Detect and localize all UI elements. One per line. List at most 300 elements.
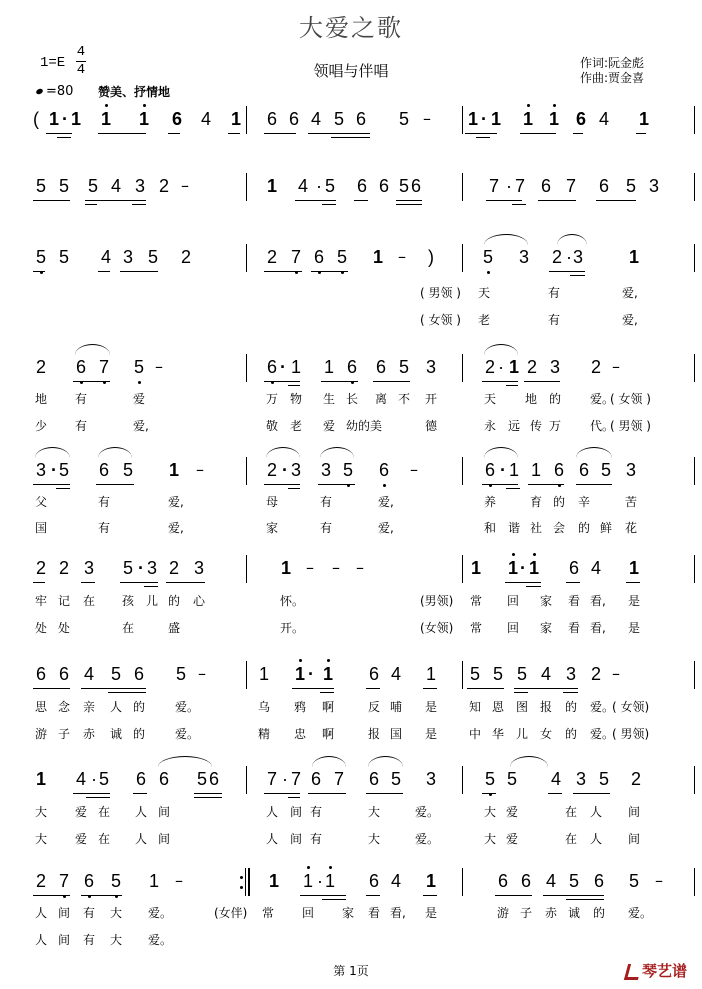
- note: 5: [110, 664, 121, 684]
- note: 5: [625, 176, 636, 196]
- note: 4: [390, 664, 401, 684]
- note: 1: [425, 664, 436, 684]
- lyric-syllable: 少: [35, 419, 48, 433]
- dot-augment: ·: [317, 871, 323, 891]
- lyric-syllable: 生: [323, 392, 336, 406]
- lyric-syllable: 和: [484, 521, 497, 535]
- note: (: [33, 109, 39, 129]
- beam-underline: [33, 582, 45, 583]
- barline: [694, 555, 695, 583]
- lyric-syllable: 爱,: [378, 495, 394, 509]
- lyric-syllable: 代。: [590, 419, 615, 433]
- note: 5: [87, 176, 98, 196]
- dot-augment: ·: [506, 176, 512, 196]
- note: 5: [568, 871, 579, 891]
- lyric-syllable: 记: [58, 594, 71, 608]
- lyric-syllable: 爱: [506, 805, 519, 819]
- lyric-syllable: 人: [266, 805, 279, 819]
- lyric-syllable: 人: [135, 832, 148, 846]
- beam-underline-double: [288, 385, 300, 386]
- beam-underline: [528, 484, 564, 485]
- lyric-syllable: 间: [158, 832, 171, 846]
- beam-underline: [264, 133, 296, 134]
- beam-underline-double: [331, 137, 370, 138]
- lyric-syllable: 德: [425, 419, 438, 433]
- dash-sustain: –: [612, 664, 620, 683]
- lyric-syllable: 精: [258, 727, 271, 741]
- dot-augment: ·: [316, 176, 322, 196]
- lyric-syllable: 长: [346, 392, 359, 406]
- lyric-syllable: ( 女领 ): [420, 313, 461, 327]
- barline: [462, 766, 463, 794]
- lyric-syllable: 诚: [568, 906, 581, 920]
- beam-underline: [311, 271, 348, 272]
- beam-underline-double: [506, 488, 520, 489]
- lyric-syllable: 万: [266, 392, 279, 406]
- note: 4: [110, 176, 121, 196]
- beam-underline: [264, 484, 300, 485]
- beam-underline-double: [56, 488, 70, 489]
- lyric-syllable: 敬: [266, 419, 279, 433]
- tempo-value: =80: [46, 84, 74, 99]
- lyric-syllable: 的: [565, 727, 578, 741]
- note: 1: [507, 557, 519, 579]
- dot-augment: ·: [91, 769, 97, 789]
- note: 5: [342, 459, 354, 481]
- note: 1: [48, 109, 59, 129]
- lyric-syllable: 有: [98, 495, 111, 509]
- lyric-syllable: 母: [266, 495, 279, 509]
- note: 4: [100, 247, 111, 267]
- barline: [462, 244, 463, 272]
- note: 5: [469, 664, 480, 684]
- note: 1: [508, 357, 519, 377]
- note: 6: [35, 664, 46, 684]
- beam-underline: [366, 895, 380, 896]
- lyric-syllable: 人: [135, 805, 148, 819]
- beam-underline-double: [512, 204, 526, 205]
- note: 6: [368, 871, 379, 891]
- lyric-syllable: 看: [368, 906, 381, 920]
- lyric-syllable: 爱,: [168, 495, 184, 509]
- lyric-syllable: 儿: [516, 727, 529, 741]
- note: 1: [302, 870, 314, 892]
- note: 4: [390, 871, 401, 891]
- lyric-syllable: 苦: [625, 495, 638, 509]
- lyric-syllable: 的: [168, 594, 181, 608]
- lyric-syllable: 爱: [75, 805, 88, 819]
- beam-underline: [482, 793, 496, 794]
- note: 6: [578, 460, 589, 480]
- note: 4: [297, 176, 308, 196]
- beam-underline: [85, 200, 146, 201]
- slur: [266, 447, 300, 458]
- note: 7: [266, 769, 277, 789]
- note: 1: [294, 663, 306, 685]
- dot-augment: ·: [566, 247, 572, 267]
- note: 1: [528, 557, 540, 579]
- note: 6: [575, 109, 586, 129]
- note: 5: [628, 871, 639, 891]
- subtitle: 领唱与伴唱: [313, 62, 389, 80]
- note: 6: [266, 356, 278, 378]
- beam-underline: [423, 688, 437, 689]
- barline: [246, 173, 247, 201]
- beam-underline-double: [570, 275, 585, 276]
- score-row: [0, 663, 702, 693]
- beam-underline: [576, 484, 612, 485]
- note: 6: [208, 769, 219, 789]
- dot-augment: ·: [51, 460, 57, 480]
- note: 5: [516, 664, 527, 684]
- beam-underline: [482, 484, 518, 485]
- lyric-syllable: 爱。: [590, 392, 615, 406]
- beam-underline: [168, 133, 180, 134]
- note: 1: [530, 460, 541, 480]
- note: 5: [333, 109, 344, 129]
- lyric-syllable: 有: [320, 495, 333, 509]
- lyric-syllable: 大: [484, 832, 497, 846]
- lyric-syllable: 爱。: [415, 805, 440, 819]
- note: 5: [196, 769, 207, 789]
- note: 6: [593, 871, 604, 891]
- beam-underline: [596, 200, 636, 201]
- beam-underline-double: [514, 692, 528, 693]
- lyric-syllable: 老: [478, 313, 491, 327]
- beam-underline: [33, 688, 70, 689]
- lyric-syllable: 忠: [294, 727, 307, 741]
- slur: [484, 344, 518, 355]
- barline: [246, 661, 247, 689]
- octave-down-dot: [138, 381, 141, 384]
- lyric-syllable: 赤: [545, 906, 558, 920]
- note: 5: [175, 664, 186, 684]
- note: 5: [506, 769, 517, 789]
- beam-underline-double: [288, 797, 300, 798]
- site-logo[interactable]: [626, 960, 687, 981]
- dot-augment: ·: [498, 357, 504, 377]
- repeat-barline: [245, 868, 246, 896]
- lyric-syllable: 有: [98, 521, 111, 535]
- note: ): [428, 247, 434, 267]
- beam-underline: [264, 381, 300, 382]
- lyric-syllable: 在: [565, 832, 578, 846]
- note: 6: [58, 664, 69, 684]
- beam-underline: [423, 895, 437, 896]
- note: 3: [648, 176, 659, 196]
- slur: [576, 447, 612, 458]
- note: 1: [70, 109, 81, 129]
- octave-up-dot: [527, 104, 530, 107]
- lyric-syllable: 是: [628, 594, 641, 608]
- lyric-syllable: 人: [590, 832, 603, 846]
- note: 5: [58, 247, 69, 267]
- lyric-syllable: 开。: [280, 621, 305, 635]
- lyric-syllable: 间: [628, 832, 641, 846]
- beam-underline: [33, 271, 45, 272]
- note: 1: [548, 108, 560, 130]
- note: 2: [35, 871, 46, 891]
- beam-underline-double: [86, 797, 110, 798]
- barline: [694, 244, 695, 272]
- note: 5: [110, 870, 122, 892]
- lyric-syllable: 回: [507, 621, 520, 635]
- lyric-syllable: 间: [290, 805, 303, 819]
- beam-underline: [133, 793, 147, 794]
- lyric-syllable: 爱: [506, 832, 519, 846]
- note: 5: [600, 460, 611, 480]
- barline: [694, 868, 695, 896]
- lyric-syllable: 爱。: [175, 727, 200, 741]
- lyric-syllable: 看,: [590, 621, 606, 635]
- lyric-syllable: 孩: [122, 594, 135, 608]
- note: 1: [490, 109, 501, 129]
- lyric-syllable: 是: [628, 621, 641, 635]
- note: 7: [290, 769, 301, 789]
- lyric-syllable: 念: [58, 700, 71, 714]
- beam-underline-double: [322, 204, 336, 205]
- note: 4: [590, 558, 601, 578]
- note: 6: [266, 109, 277, 129]
- note: 2: [58, 558, 69, 578]
- beam-underline: [396, 200, 422, 201]
- note: 5: [492, 664, 503, 684]
- lyric-syllable: 人: [35, 906, 48, 920]
- note: 1: [470, 558, 481, 578]
- note: 2: [590, 357, 601, 377]
- note: 3: [290, 460, 301, 480]
- lyric-syllable: 间: [290, 832, 303, 846]
- lyric-syllable: 有: [75, 392, 88, 406]
- beam-underline: [292, 688, 334, 689]
- beam-underline: [81, 895, 122, 896]
- lyric-syllable: 的: [133, 727, 146, 741]
- logo-mark-icon: [624, 964, 642, 980]
- note: 4: [200, 109, 211, 129]
- slur: [557, 234, 587, 245]
- note: 3: [134, 176, 145, 196]
- beam-underline-double: [566, 899, 604, 900]
- beam-underline-double: [108, 692, 146, 693]
- lyric-syllable: 大: [110, 933, 123, 947]
- lyric-syllable: 大: [35, 832, 48, 846]
- score-row: [0, 557, 702, 587]
- octave-down-dot: [383, 484, 386, 487]
- tempo-marking: [36, 84, 73, 99]
- note: 2: [158, 176, 169, 196]
- key-signature: 1=E: [40, 55, 66, 71]
- lyric-syllable: 大: [368, 832, 381, 846]
- repeat-barline: [248, 868, 250, 896]
- beam-underline-double: [288, 488, 300, 489]
- note: 4: [75, 769, 86, 789]
- expression-marking: 赞美、抒情地: [98, 85, 171, 99]
- note: 1: [324, 870, 336, 892]
- note: 6: [368, 769, 379, 789]
- lyric-syllable: 的: [565, 700, 578, 714]
- lyric-syllable: 爱。: [148, 933, 173, 947]
- note: 6: [310, 769, 321, 789]
- lyric-syllable: 在: [565, 805, 578, 819]
- note: 1: [266, 176, 277, 196]
- slur: [484, 447, 518, 458]
- lyric-syllable: 国: [35, 521, 48, 535]
- lyric-syllable: 父: [35, 495, 48, 509]
- note: 1: [268, 871, 279, 891]
- lyric-syllable: 游: [35, 727, 48, 741]
- note: 6: [135, 769, 146, 789]
- barline: [694, 173, 695, 201]
- lyric-syllable: 国: [390, 727, 403, 741]
- lyric-syllable: 鲜: [600, 521, 613, 535]
- note: 1: [467, 109, 478, 129]
- dash-sustain: –: [423, 109, 431, 128]
- note: 5: [35, 176, 46, 196]
- lyric-syllable: 爱,: [622, 313, 638, 327]
- dash-sustain: –: [356, 558, 364, 577]
- lyric-syllable: 儿: [146, 594, 159, 608]
- lyric-syllable: 间: [58, 933, 71, 947]
- lyric-syllable: ( 男领 ): [420, 286, 461, 300]
- beam-underline: [366, 793, 403, 794]
- lyric-syllable: 心: [193, 594, 206, 608]
- lyric-syllable: 爱。: [175, 700, 200, 714]
- note: 6: [375, 357, 386, 377]
- slur: [368, 756, 403, 767]
- lyric-syllable: 有: [83, 906, 96, 920]
- lyric-syllable: 爱,: [622, 286, 638, 300]
- note: 6: [356, 176, 367, 196]
- score-row: [0, 768, 702, 798]
- lyric-syllable: 爱,: [133, 419, 149, 433]
- page-number: 第 1页: [333, 964, 369, 978]
- lyric-syllable: 万: [549, 419, 562, 433]
- beam-underline-double: [476, 137, 490, 138]
- lyric-syllable: 远: [508, 419, 521, 433]
- barline: [694, 106, 695, 134]
- lyric-syllable: 会: [553, 521, 566, 535]
- dash-sustain: –: [155, 357, 163, 376]
- dot-augment: ·: [481, 109, 487, 129]
- composer: 作曲:贾金喜: [580, 71, 645, 85]
- note: 1: [258, 664, 269, 684]
- lyric-syllable: 有: [75, 419, 88, 433]
- lyric-syllable: 爱,: [378, 521, 394, 535]
- beam-underline: [505, 582, 541, 583]
- note: 1: [168, 460, 179, 480]
- note: 6: [410, 176, 421, 196]
- note: 6: [133, 664, 144, 684]
- barline: [462, 555, 463, 583]
- note: 5: [398, 176, 409, 196]
- lyric-syllable: 常: [470, 621, 483, 635]
- barline: [694, 457, 695, 485]
- lyric-syllable: 常: [262, 906, 275, 920]
- lyric-syllable: 地: [525, 392, 538, 406]
- lyric-syllable: 看: [568, 621, 581, 635]
- note: 2: [266, 247, 277, 267]
- time-bottom: 4: [76, 62, 86, 78]
- lyric-syllable: 有: [548, 286, 561, 300]
- dot-augment: ·: [282, 769, 288, 789]
- lyric-syllable: 看: [568, 594, 581, 608]
- lyric-syllable: 报: [368, 727, 381, 741]
- note: 6: [158, 769, 169, 789]
- lyric-syllable: 间: [628, 805, 641, 819]
- lyric-syllable: 在: [122, 621, 135, 635]
- note: 5: [398, 357, 409, 377]
- note: 5: [98, 769, 109, 789]
- lyric-syllable: 传: [530, 419, 543, 433]
- lyric-syllable: 爱。: [148, 906, 173, 920]
- lyric-syllable: 大: [110, 906, 123, 920]
- lyric-syllable: 家: [342, 906, 355, 920]
- lyric-syllable: 怀。: [280, 594, 305, 608]
- beam-underline: [46, 133, 72, 134]
- slur: [158, 756, 212, 767]
- note: 6: [520, 871, 531, 891]
- note: 6: [484, 459, 496, 481]
- lyricist: 作词:阮金彪: [580, 56, 645, 70]
- beam-underline: [33, 484, 70, 485]
- lyric-syllable: 游: [497, 906, 510, 920]
- lyric-syllable: 华: [492, 727, 505, 741]
- dash-sustain: –: [410, 460, 418, 479]
- lyric-syllable: 人: [110, 700, 123, 714]
- note: 7: [290, 246, 302, 268]
- note: 4: [540, 664, 551, 684]
- lyric-syllable: 大: [484, 805, 497, 819]
- note: 3: [35, 460, 46, 480]
- beam-underline-double: [396, 204, 422, 205]
- note: 6: [313, 246, 325, 268]
- dash-sustain: –: [181, 176, 189, 195]
- note: 2: [180, 247, 191, 267]
- lyric-syllable: 知: [469, 700, 482, 714]
- dash-sustain: –: [332, 558, 340, 577]
- lyric-syllable: 间: [58, 906, 71, 920]
- lyric-syllable: (女伴): [214, 906, 248, 920]
- lyric-syllable: 反: [368, 700, 381, 714]
- barline: [246, 244, 247, 272]
- barline: [246, 766, 247, 794]
- note: 2: [526, 357, 537, 377]
- lyric-syllable: 天: [478, 286, 491, 300]
- note: 6: [368, 664, 379, 684]
- lyric-syllable: 离: [375, 392, 388, 406]
- note: 6: [75, 356, 87, 378]
- note: 1: [628, 558, 639, 578]
- note: 2: [551, 247, 562, 267]
- lyric-syllable: 爱: [323, 419, 336, 433]
- beam-underline: [81, 688, 146, 689]
- beam-underline: [308, 133, 370, 134]
- note: 6: [497, 871, 508, 891]
- lyric-syllable: 花: [625, 521, 638, 535]
- beam-underline: [543, 895, 604, 896]
- lyric-syllable: 人: [590, 805, 603, 819]
- note: 1: [508, 460, 519, 480]
- lyric-syllable: 是: [425, 727, 438, 741]
- note: 1: [138, 108, 150, 130]
- beam-underline: [33, 895, 70, 896]
- note: 2: [35, 558, 46, 578]
- lyric-syllable: (男领): [420, 594, 454, 608]
- beam-underline-double: [144, 586, 158, 587]
- lyric-syllable: 鸦: [294, 700, 307, 714]
- lyric-syllable: 是: [425, 906, 438, 920]
- beam-underline: [96, 484, 134, 485]
